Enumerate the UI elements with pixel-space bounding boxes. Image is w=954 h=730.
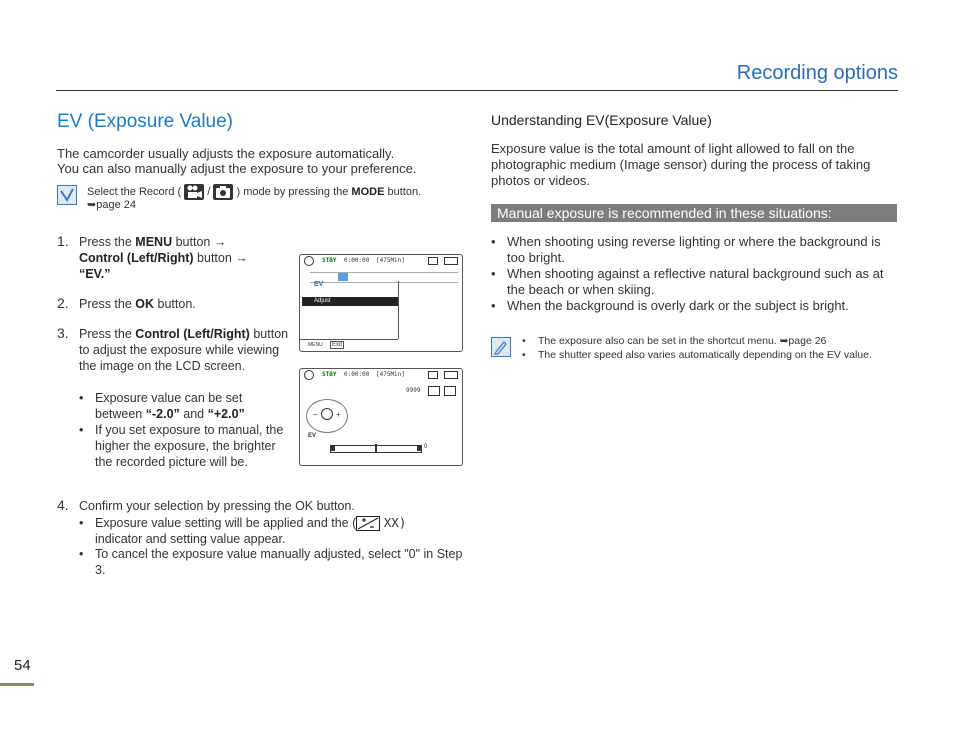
lcd-time: 0:00:00 bbox=[344, 257, 370, 264]
step-3-a: Press the bbox=[79, 327, 132, 341]
section-title: EV (Exposure Value) bbox=[57, 111, 234, 132]
lcd-exit-label: Exit bbox=[332, 342, 343, 348]
menu-button-label: MENU bbox=[135, 235, 173, 249]
hand-icon bbox=[304, 370, 314, 380]
step-1-b: button → bbox=[175, 235, 227, 249]
step-2-b: button. bbox=[157, 297, 196, 311]
quality-icon bbox=[428, 386, 440, 396]
step-3-text bbox=[79, 326, 291, 374]
lcd-stby: STBY bbox=[322, 371, 337, 378]
mode-note-part1: Select the Record ( bbox=[87, 185, 182, 198]
video-camera-icon bbox=[184, 184, 204, 200]
memory-card-icon bbox=[428, 257, 438, 265]
mode-note-sep: / bbox=[207, 185, 211, 198]
step-4-bullet-2: • To cancel the exposure value manually adjusted, select "0" in Step 3. bbox=[95, 546, 465, 578]
step-1-c: button → bbox=[197, 251, 248, 265]
ev-indicator-icon bbox=[356, 516, 380, 531]
note-bullet-2: • The shutter speed also varies automatically depending on the EV value. bbox=[538, 348, 898, 362]
control-label: Control (Left/Right) bbox=[135, 327, 250, 341]
control-label: Control (Left/Right) bbox=[79, 251, 194, 265]
step-4-number: 4. bbox=[57, 497, 69, 513]
lcd-photo-count: 9999 bbox=[406, 387, 421, 394]
mode-button-label: MODE bbox=[351, 185, 385, 198]
lcd-adjust-item: Adjust bbox=[302, 297, 398, 306]
step-2-text bbox=[79, 296, 196, 312]
page-header-title: Recording options bbox=[736, 62, 898, 84]
manual-exposure-banner: Manual exposure is recommended in these situations: bbox=[491, 204, 897, 222]
lcd-ev-value: 0 bbox=[424, 444, 428, 450]
lcd-menu-label: MENU bbox=[308, 342, 323, 348]
lcd-ev-label: EV bbox=[314, 281, 324, 288]
ev-slider bbox=[330, 445, 422, 453]
hand-icon bbox=[304, 256, 314, 266]
ev-paragraph: Exposure value is the total amount of light allowed to fall on the photographic medium (Image sensor) during the process of taking photos or videos. bbox=[491, 141, 871, 188]
bullet-1-a: Exposure value can be set between bbox=[95, 391, 243, 421]
battery-icon bbox=[444, 257, 458, 265]
note-bullet-1: • The exposure also can be set in the shortcut menu. ➥page 26 bbox=[538, 334, 898, 348]
lcd-adjust-screen bbox=[299, 368, 463, 466]
slider-thumb bbox=[375, 444, 377, 452]
page-number-rule bbox=[0, 683, 34, 686]
step-4-bullet-1-a: Exposure value setting will be applied and the ( bbox=[95, 516, 357, 530]
lcd-ev-label: EV bbox=[308, 433, 317, 439]
lcd-remain: [475Min] bbox=[376, 257, 405, 264]
situation-bullet-3: • When the background is overly dark or the subject is bright. bbox=[507, 298, 901, 314]
control-dial-icon: – + bbox=[306, 399, 348, 433]
lcd-status-bar bbox=[300, 255, 462, 268]
step-3-bullet-2: • If you set exposure to manual, the higher the exposure, the brighter the recorded picture will be. bbox=[95, 422, 291, 470]
photo-camera-icon bbox=[213, 184, 233, 200]
memo-note-icon bbox=[491, 337, 511, 357]
and-text: and bbox=[183, 407, 205, 421]
ev-menu-label: “EV.” bbox=[79, 267, 111, 281]
step-4-text: Confirm your selection by pressing the OK button. bbox=[79, 499, 355, 513]
ok-button-label: OK bbox=[135, 297, 155, 311]
situation-bullet-1: • When shooting using reverse lighting or where the background is too bright. bbox=[507, 234, 901, 266]
step-4-bullet-1 bbox=[95, 515, 465, 547]
step-1-text bbox=[79, 234, 284, 282]
step-2-a: Press the bbox=[79, 297, 132, 311]
intro-line-2: You can also manually adjust the exposure to your preference. bbox=[57, 161, 417, 176]
lcd-stby: STBY bbox=[322, 257, 337, 264]
mode-note-part2: ) mode by pressing the bbox=[236, 185, 349, 198]
mode-note-text bbox=[87, 184, 421, 200]
page-number: 54 bbox=[14, 657, 31, 674]
max-value: “+2.0” bbox=[207, 407, 245, 421]
lcd-remain: [475Min] bbox=[376, 371, 405, 378]
battery-icon bbox=[444, 371, 458, 379]
lcd-menu-screen bbox=[299, 254, 463, 352]
lcd-time: 0:00:00 bbox=[344, 371, 370, 378]
lcd-status-bar-2 bbox=[300, 369, 462, 382]
lcd-menu-icon-row bbox=[310, 272, 458, 283]
resolution-icon bbox=[444, 386, 456, 396]
slider-left-arrow-icon bbox=[330, 445, 335, 451]
slider-right-arrow-icon bbox=[417, 445, 422, 451]
ev-indicator-value: XX) bbox=[383, 515, 407, 530]
step-2-number: 2. bbox=[57, 295, 69, 311]
step-1-number: 1. bbox=[57, 233, 69, 249]
min-value: “-2.0” bbox=[145, 407, 180, 421]
lcd-menu-divider bbox=[398, 281, 399, 339]
step-3-b: button to adjust the exposure while viewing the image on the LCD screen. bbox=[79, 327, 289, 373]
lcd-bottom-divider bbox=[300, 339, 398, 340]
mode-note-page-ref: ➥page 24 bbox=[87, 199, 136, 211]
step-3-number: 3. bbox=[57, 325, 69, 341]
step-3-bullet-1 bbox=[95, 390, 285, 422]
step-1-a: Press the bbox=[79, 235, 132, 249]
step-4-bullet-1-b: indicator and setting value appear. bbox=[95, 532, 286, 547]
intro-line-1: The camcorder usually adjusts the exposure automatically. bbox=[57, 146, 395, 161]
situation-bullet-2: • When shooting against a reflective natural background such as at the beach or when skiing. bbox=[507, 266, 901, 298]
ev-heading: Understanding EV(Exposure Value) bbox=[491, 112, 712, 128]
mode-note-part3: button. bbox=[387, 185, 422, 198]
ev-menu-icon bbox=[338, 273, 348, 281]
header-divider bbox=[56, 90, 898, 91]
memory-card-icon bbox=[428, 371, 438, 379]
checkmark-note-icon bbox=[57, 185, 77, 205]
